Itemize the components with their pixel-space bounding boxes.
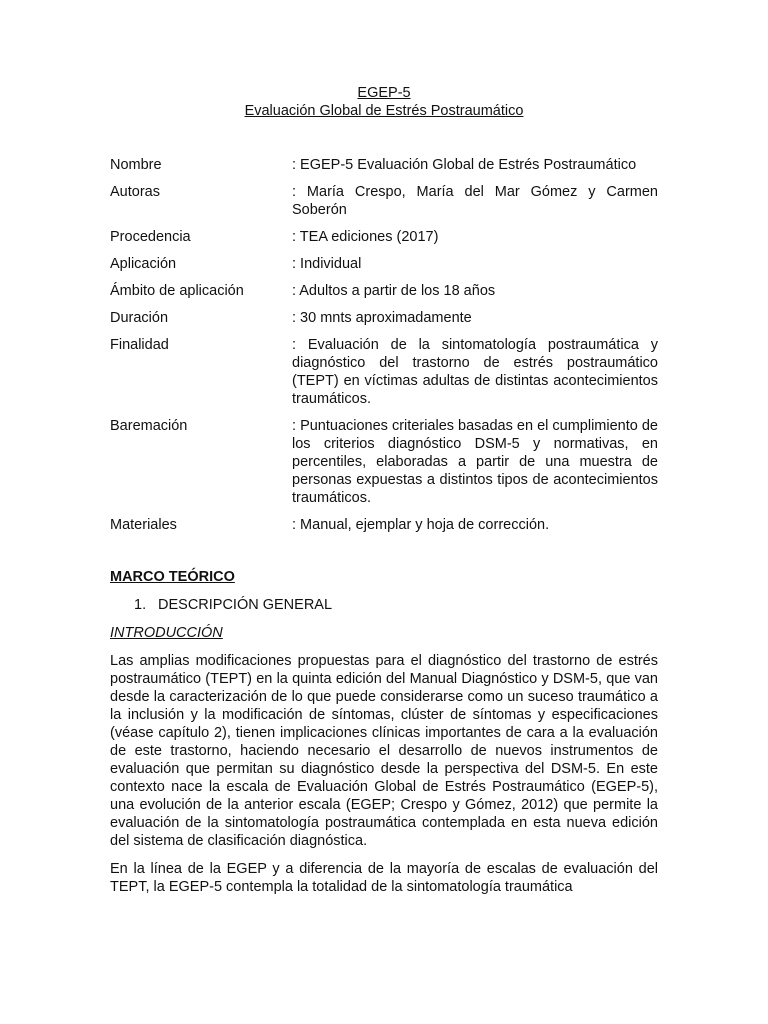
info-value: : 30 mnts aproximadamente — [292, 310, 472, 326]
info-label: Autoras — [110, 184, 160, 200]
info-label: Duración — [110, 310, 169, 326]
info-value: : Adultos a partir de los 18 años — [292, 283, 496, 299]
info-row-ambito — [110, 282, 658, 300]
info-value: : Evaluación de la sintomatología postraumática y diagnóstico del trastorno de estrés postraumático (TEPT) en víctimas adultas de distintas acontecimientos traumáticos. — [292, 337, 658, 407]
info-value: : TEA ediciones (2017) — [292, 229, 439, 245]
info-value: : Puntuaciones criteriales basadas en el cumplimiento de los criterios diagnóstico DSM-5 y normativas, en percentiles, elaboradas a partir de una muestra de personas expuestas a distintos tipos de acontecimientos traumáticos. — [292, 418, 658, 506]
subheading: INTRODUCCIÓN — [110, 625, 223, 641]
document-header — [110, 84, 658, 120]
info-row-procedencia — [110, 228, 658, 246]
info-label: Nombre — [110, 157, 162, 173]
info-label: Aplicación — [110, 256, 177, 272]
info-row-duracion — [110, 309, 658, 327]
info-row-baremacion — [110, 417, 658, 507]
list-number: 1. — [134, 597, 147, 613]
info-label: Procedencia — [110, 229, 191, 245]
numbered-heading — [110, 596, 658, 614]
info-label: Ámbito de aplicación — [110, 283, 244, 299]
document-code: EGEP-5 — [357, 85, 411, 101]
info-table — [110, 156, 658, 534]
section-title: MARCO TEÓRICO — [110, 569, 235, 585]
document-page — [110, 84, 658, 896]
info-row-nombre — [110, 156, 658, 174]
info-row-autoras — [110, 183, 658, 219]
info-row-aplicacion — [110, 255, 658, 273]
info-label: Finalidad — [110, 337, 169, 353]
paragraph: En la línea de la EGEP y a diferencia de la mayoría de escalas de evaluación del TEPT, la EGEP-5 contempla la totalidad de la sintomatología traumática — [110, 861, 658, 895]
list-heading-label: DESCRIPCIÓN GENERAL — [158, 597, 333, 613]
paragraph: Las amplias modificaciones propuestas para el diagnóstico del trastorno de estrés postraumático (TEPT) en la quinta edición del Manual Diagnóstico y DSM-5, que van desde la caracterización de lo que puede considerarse como un suceso traumático a la inclusión y la modificación de síntomas, clúster de síntomas y especificaciones (véase capítulo 2), tienen implicaciones clínicas importantes de cara a la evaluación de este trastorno, haciendo necesario el desarrollo de nuevos instrumentos de evaluación que permitan su diagnóstico desde la perspectiva del DSM-5. En este contexto nace la escala de Evaluación Global de Estrés Postraumático (EGEP-5), una evolución de la anterior escala (EGEP; Crespo y Gómez, 2012) que permite la evaluación de la sintomatología postraumática contemplada en esta nueva edición del sistema de clasificación diagnóstica. — [110, 653, 658, 849]
info-value: : Manual, ejemplar y hoja de corrección. — [292, 517, 550, 533]
info-value: : EGEP-5 Evaluación Global de Estrés Postraumático — [292, 157, 637, 173]
info-row-materiales — [110, 516, 658, 534]
info-value: : María Crespo, María del Mar Gómez y Carmen Soberón — [292, 184, 658, 218]
info-label: Materiales — [110, 517, 177, 533]
document-title: Evaluación Global de Estrés Postraumático — [244, 103, 524, 119]
info-value: : Individual — [292, 256, 362, 272]
info-row-finalidad — [110, 336, 658, 408]
info-label: Baremación — [110, 418, 188, 434]
